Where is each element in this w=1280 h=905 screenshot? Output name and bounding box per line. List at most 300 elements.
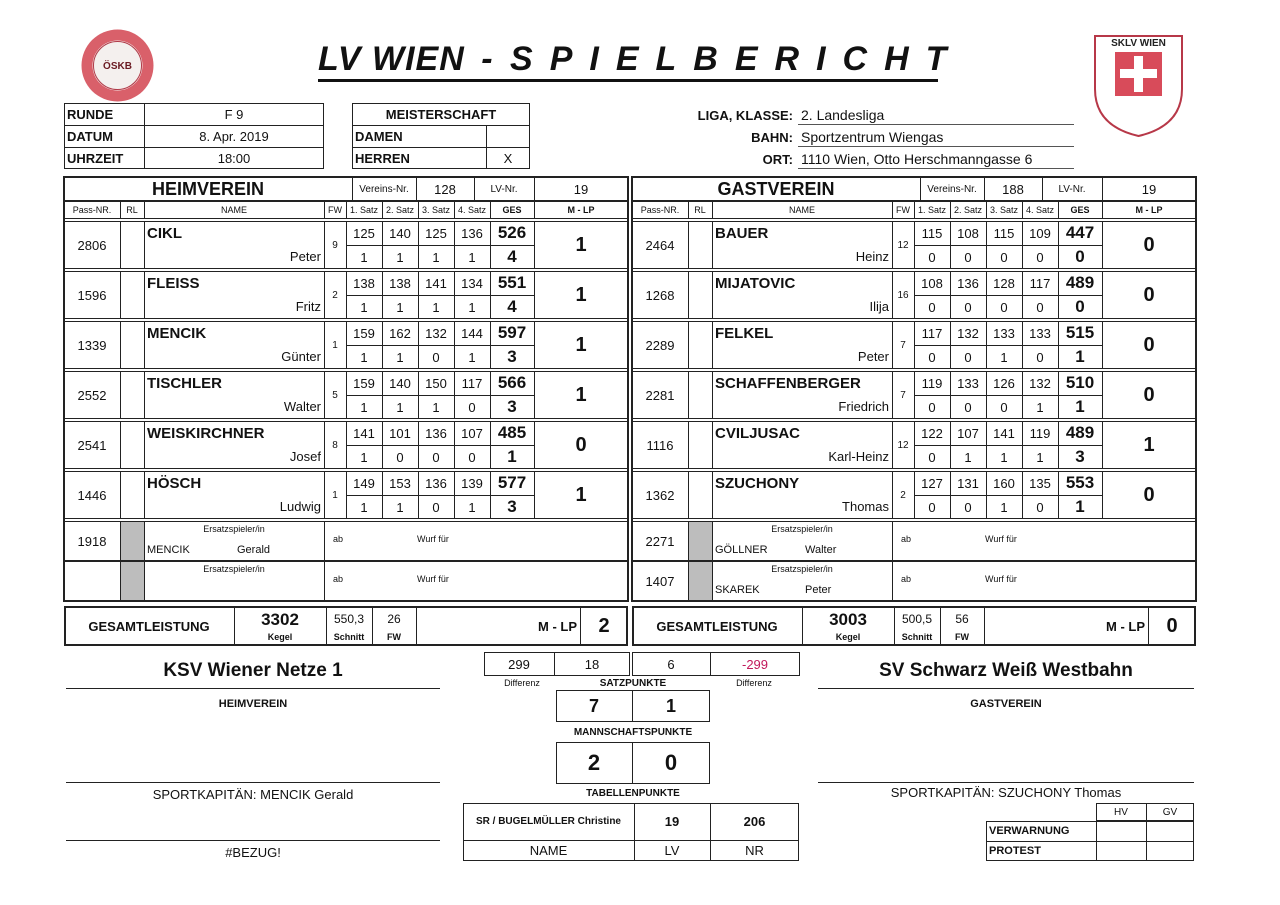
home-player-mlp: 1 [575,233,587,256]
guest-player-setpoints-total: 3 [1075,447,1085,466]
guest-player-set-1: 117 [921,325,943,341]
guest-player-setpoint-3: 0 [1000,249,1008,265]
home-kapitaen-name: MENCIK Gerald [260,786,354,802]
home-player-setpoint-1: 1 [360,249,368,265]
datum-value: 8. Apr. 2019 [199,128,269,144]
home-player-setpoint-1: 1 [360,499,368,515]
gv-label: GV [1162,806,1178,818]
guest-player-total: 510 [1065,373,1095,392]
guest-player-setpoint-4: 0 [1036,499,1044,515]
herren-value: X [503,150,513,166]
oeskb-logo-text: ÖSKB [103,60,132,72]
guest-player-total: 447 [1065,223,1095,242]
guest-player-setpoint-2: 0 [964,499,972,515]
guest-player-set-3: 126 [993,375,1015,391]
referee-name: SR / BUGELMÜLLER Christine [475,816,621,827]
home-colhead-s4: 4. Satz [457,205,486,215]
guest-player-mlp: 0 [1143,233,1155,256]
home-player-mlp: 1 [575,283,587,306]
referee-lv: 19 [664,814,680,829]
guest-team-name: SV Schwarz Weiß Westbahn [879,660,1133,681]
home-player-set-2: 101 [389,425,411,441]
protest-label: PROTEST [989,845,1041,857]
home-player-setpoints-total: 4 [507,247,517,266]
guest-sub-wurf: Wurf für [985,574,1017,584]
guest-player-setpoints-total: 0 [1075,247,1085,266]
guest-player-set-3: 141 [993,425,1015,441]
mannschaftspunkte-label: MANNSCHAFTSPUNKTE [573,726,693,738]
guest-player-pass: 1268 [645,287,675,303]
guest-player-setpoint-1: 0 [928,449,936,465]
guest-player-pass: 2289 [645,337,675,353]
home-player-fw: 2 [332,289,338,301]
guest-player-setpoints-total: 1 [1075,497,1085,516]
guest-player-fw: 7 [900,339,906,351]
home-player-setpoint-4: 0 [468,449,476,465]
guest-player-setpoint-4: 0 [1036,349,1044,365]
home-player-setpoint-2: 1 [396,249,404,265]
home-sub-wurf: Wurf für [417,534,449,544]
home-player-pass: 2806 [77,237,107,253]
home-player-setpoint-2: 1 [396,299,404,315]
sklv-wien-logo [1093,34,1184,138]
guest-player-set-4: 135 [1029,475,1051,491]
sklv-logo-text: SKLV WIEN [1111,37,1166,49]
home-player-set-3: 132 [425,325,447,341]
home-player-setpoint-4: 1 [468,499,476,515]
referee-name-label: NAME [529,843,568,858]
guest-sub-pass: 1407 [645,573,675,589]
home-player-pass: 1596 [77,287,107,303]
home-sub-pass: 1918 [77,533,107,549]
guest-player-pass: 2464 [645,237,675,253]
guest-team-label: GASTVEREIN [717,178,835,199]
guest-player-set-3: 133 [993,325,1015,341]
home-player-pass: 2541 [77,437,107,453]
home-player-setpoints-total: 3 [507,347,517,366]
guest-player-fw: 16 [897,289,909,301]
guest-sub-ab: ab [901,574,912,584]
home-player-fw: 1 [332,339,338,351]
guest-player-setpoints-total: 1 [1075,347,1085,366]
home-player-setpoint-3: 0 [432,499,440,515]
bahn-value: Sportzentrum Wiengas [801,129,944,145]
home-player-set-1: 125 [353,225,375,241]
home-player-setpoint-1: 1 [360,449,368,465]
oeskb-logo [80,28,155,103]
home-player-surname: CIKL [147,225,182,242]
guest-player-setpoints-total: 0 [1075,297,1085,316]
guest-total-kegel: 3003 [829,610,867,629]
guest-player-pass: 1362 [645,487,675,503]
home-frame [63,176,629,602]
guest-player-mlp: 0 [1143,333,1155,356]
home-player-set-2: 153 [389,475,411,491]
datum-label: DATUM [67,128,113,144]
home-player-set-1: 141 [353,425,375,441]
home-player-setpoint-4: 0 [468,399,476,415]
guest-player-firstname: Thomas [842,499,889,514]
home-player-setpoints-total: 1 [507,447,517,466]
home-player-mlp: 0 [575,433,587,456]
guest-player-setpoint-2: 0 [964,399,972,415]
title-left: LV WIEN [318,40,465,78]
home-player-setpoint-4: 1 [468,349,476,365]
home-player-set-3: 136 [425,475,447,491]
home-player-setpoints-total: 3 [507,497,517,516]
runde-value: F 9 [224,106,244,122]
home-player-surname: FLEISS [147,275,200,292]
home-sub-ab: ab [333,574,344,584]
guest-player-firstname: Karl-Heinz [828,449,889,464]
home-lv-label: LV-Nr. [490,183,518,195]
guest-player-set-2: 107 [957,425,979,441]
guest-sub-pass: 2271 [645,533,675,549]
guest-sub-ab: ab [901,534,912,544]
home-colhead-mlp: M - LP [567,205,595,215]
guest-colhead-rl: RL [694,205,706,215]
guest-player-fw: 2 [900,489,906,501]
home-sub-label: Ersatzspieler/in [203,524,265,534]
guest-player-fw: 7 [900,389,906,401]
guest-player-surname: SCHAFFENBERGER [715,375,861,392]
ort-value: 1110 Wien, Otto Herschmanngasse 6 [801,151,1033,167]
home-kapitaen [66,786,440,802]
home-player-set-4: 107 [461,425,483,441]
guest-player-setpoint-1: 0 [928,349,936,365]
guest-kapitaen-label: SPORTKAPITÄN: [890,784,995,800]
satzpunkte-label: SATZPUNKTE [599,677,667,689]
home-player-setpoint-4: 1 [468,299,476,315]
home-player-set-3: 141 [425,275,447,291]
guest-total-fw: 56 [955,612,969,626]
home-player-firstname: Walter [283,399,321,414]
guest-differenz: -299 [741,656,769,672]
guest-player-setpoint-4: 0 [1036,299,1044,315]
home-player-total: 597 [497,323,527,342]
home-vereins-nr: 128 [434,181,456,197]
guest-player-surname: BAUER [715,225,769,242]
guest-player-setpoint-1: 0 [928,299,936,315]
home-player-total: 526 [497,223,527,242]
guest-player-mlp: 0 [1143,483,1155,506]
guest-player-setpoint-3: 0 [1000,399,1008,415]
ort-label: ORT: [762,151,793,167]
home-colhead-s2: 2. Satz [385,205,414,215]
guest-player-setpoint-2: 0 [964,349,972,365]
home-player-surname: TISCHLER [147,375,222,392]
guest-colhead-s3: 3. Satz [989,205,1018,215]
page-title [318,40,963,79]
guest-player-set-2: 108 [957,225,979,241]
guest-sub-firstname: Walter [805,544,837,556]
guest-player-fw: 12 [897,239,909,251]
home-player-total: 566 [497,373,527,392]
home-colhead-s1: 1. Satz [349,205,378,215]
guest-player-pass: 2281 [645,387,675,403]
home-player-setpoint-1: 1 [360,299,368,315]
guest-player-setpoint-3: 1 [1000,349,1008,365]
guest-player-total: 489 [1065,423,1095,442]
guest-differenz-label: Differenz [736,678,772,688]
guest-player-set-4: 133 [1029,325,1051,341]
guest-total-mlp-label: M - LP [1106,618,1145,634]
guest-player-set-2: 132 [957,325,979,341]
guest-player-pass: 1116 [646,437,674,453]
home-player-mlp: 1 [575,483,587,506]
home-player-surname: HÖSCH [147,475,202,492]
hv-label: HV [1114,806,1128,818]
home-player-mlp: 1 [575,383,587,406]
guest-colhead-ges: GES [1070,205,1090,215]
guest-colhead-name: NAME [788,205,815,215]
guest-sub-surname: SKAREK [715,584,760,596]
guest-total-schnitt: 500,5 [901,612,933,626]
home-player-surname: MENCIK [147,325,207,342]
home-player-set-2: 140 [389,375,411,391]
guest-vereins-label: Vereins-Nr. [927,183,977,195]
uhrzeit-label: UHRZEIT [67,150,124,166]
home-player-setpoint-3: 0 [432,349,440,365]
guest-player-setpoint-3: 0 [1000,299,1008,315]
verwarnung-label: VERWARNUNG [989,825,1070,837]
guest-player-setpoint-2: 1 [964,449,972,465]
home-satzpunkte: 18 [584,656,600,672]
home-player-set-4: 139 [461,475,483,491]
home-player-total: 551 [497,273,527,292]
tabellenpunkte-label: TABELLENPUNKTE [586,787,680,799]
guest-lv-nr: 19 [1141,181,1157,197]
guest-sub-surname: GÖLLNER [715,544,768,556]
guest-vereins-nr: 188 [1002,181,1024,197]
home-player-firstname: Josef [289,449,321,464]
guest-player-set-4: 132 [1029,375,1051,391]
home-player-set-1: 159 [353,325,375,341]
home-player-setpoints-total: 4 [507,297,517,316]
uhrzeit-value: 18:00 [217,150,251,166]
home-player-setpoint-3: 1 [432,299,440,315]
home-player-setpoint-1: 1 [360,399,368,415]
home-player-set-4: 134 [461,275,483,291]
guest-colhead-s2: 2. Satz [953,205,982,215]
guest-player-total: 553 [1065,473,1095,492]
home-total-schnitt-label: Schnitt [333,632,365,642]
referee-nr: 206 [743,814,766,829]
guest-player-firstname: Peter [857,349,889,364]
guest-frame [631,176,1197,602]
home-player-setpoint-2: 1 [396,349,404,365]
home-player-setpoint-4: 1 [468,249,476,265]
guest-player-setpoint-2: 0 [964,249,972,265]
home-sub-surname: MENCIK [147,544,190,556]
liga-value: 2. Landesliga [801,107,885,123]
home-total-kegel-label: Kegel [267,632,293,642]
guest-verein-label: GASTVEREIN [970,698,1042,710]
title-right: SPIELBERICHT [510,40,964,78]
home-player-set-1: 159 [353,375,375,391]
home-differenz-label: Differenz [504,678,540,688]
runde-label: RUNDE [67,106,114,122]
home-colhead-name: NAME [220,205,247,215]
guest-player-mlp: 0 [1143,283,1155,306]
guest-colhead-mlp: M - LP [1135,205,1163,215]
guest-player-surname: CVILJUSAC [715,425,801,442]
guest-player-set-3: 115 [993,225,1015,241]
home-player-setpoint-2: 1 [396,499,404,515]
guest-kapitaen-name: SZUCHONY Thomas [998,784,1122,800]
home-player-fw: 5 [332,389,338,401]
guest-player-setpoints-total: 1 [1075,397,1085,416]
home-team-name: KSV Wiener Netze 1 [163,660,343,681]
guest-player-setpoint-3: 1 [1000,499,1008,515]
home-player-surname: WEISKIRCHNER [147,425,265,442]
liga-label: LIGA, KLASSE: [697,107,793,123]
guest-player-total: 489 [1065,273,1095,292]
guest-player-set-2: 133 [957,375,979,391]
home-colhead-s3: 3. Satz [421,205,450,215]
guest-player-set-3: 128 [993,275,1015,291]
home-total-mlp-label: M - LP [538,618,577,634]
guest-player-set-1: 127 [921,475,943,491]
title-dash: - [481,40,494,78]
home-player-setpoints-total: 3 [507,397,517,416]
guest-colhead-s4: 4. Satz [1025,205,1054,215]
guest-player-firstname: Friedrich [838,399,889,414]
guest-player-set-4: 117 [1029,275,1051,291]
damen-value [486,125,530,147]
home-colhead-ges: GES [502,205,522,215]
guest-total-schnitt-label: Schnitt [901,632,933,642]
herren-label: HERREN [355,150,410,166]
home-player-pass: 1446 [77,487,107,503]
guest-player-set-1: 115 [921,225,943,241]
guest-player-mlp: 1 [1143,433,1155,456]
home-verein-label: HEIMVEREIN [218,698,288,710]
guest-total-label: GESAMTLEISTUNG [656,618,778,634]
home-player-setpoint-2: 0 [396,449,404,465]
guest-colhead-fw: FW [896,205,910,215]
home-sub-wurf: Wurf für [417,574,449,584]
home-sub-label: Ersatzspieler/in [203,564,265,574]
guest-total-mlp: 0 [1166,614,1178,637]
home-mannschaftspunkte: 7 [588,695,599,716]
home-colhead-pass: Pass-NR. [72,205,112,215]
guest-player-set-4: 109 [1029,225,1051,241]
home-player-set-4: 136 [461,225,483,241]
home-player-fw: 8 [332,439,338,451]
home-total-label: GESAMTLEISTUNG [88,618,210,634]
home-vereins-label: Vereins-Nr. [359,183,409,195]
guest-player-set-1: 108 [921,275,943,291]
home-player-firstname: Günter [281,349,321,364]
home-player-setpoint-3: 1 [432,249,440,265]
guest-player-surname: FELKEL [715,325,774,342]
guest-sub-firstname: Peter [805,584,832,596]
home-total-schnitt: 550,3 [333,612,365,626]
home-player-firstname: Ludwig [279,499,321,514]
guest-player-total: 515 [1065,323,1095,342]
home-player-firstname: Peter [289,249,321,264]
guest-player-set-2: 136 [957,275,979,291]
guest-player-setpoint-1: 0 [928,249,936,265]
guest-player-set-1: 119 [921,375,943,391]
guest-sub-label: Ersatzspieler/in [771,524,833,534]
guest-player-set-2: 131 [957,475,979,491]
guest-tabellenpunkte: 0 [664,750,678,775]
home-player-fw: 1 [332,489,338,501]
home-player-set-4: 144 [461,325,483,341]
home-player-set-2: 138 [389,275,411,291]
home-player-total: 577 [497,473,527,492]
guest-sub-wurf: Wurf für [985,534,1017,544]
guest-player-setpoint-2: 0 [964,299,972,315]
guest-total-fw-label: FW [955,632,969,642]
guest-player-fw: 12 [897,439,909,451]
home-sub-ab: ab [333,534,344,544]
guest-colhead-pass: Pass-NR. [640,205,680,215]
meisterschaft-label: MEISTERSCHAFT [385,106,497,122]
home-sub-firstname: Gerald [237,544,271,556]
guest-player-set-3: 160 [993,475,1015,491]
home-total-fw: 26 [387,612,401,626]
home-team-label: HEIMVEREIN [151,178,265,199]
guest-player-firstname: Heinz [855,249,889,264]
home-total-mlp: 2 [598,614,610,637]
guest-player-setpoint-4: 0 [1036,249,1044,265]
home-player-set-2: 140 [389,225,411,241]
home-tabellenpunkte: 2 [587,750,601,775]
bahn-label: BAHN: [751,129,793,145]
home-player-set-3: 125 [425,225,447,241]
home-player-mlp: 1 [575,333,587,356]
guest-satzpunkte: 6 [667,656,675,672]
guest-mannschaftspunkte: 1 [665,695,676,716]
guest-lv-label: LV-Nr. [1058,183,1086,195]
home-total-fw-label: FW [387,632,401,642]
guest-player-set-1: 122 [921,425,943,441]
guest-sub-label: Ersatzspieler/in [771,564,833,574]
guest-player-surname: SZUCHONY [715,475,800,492]
home-player-pass: 2552 [77,387,107,403]
guest-player-setpoint-1: 0 [928,399,936,415]
damen-label: DAMEN [355,128,403,144]
guest-kapitaen [818,784,1194,800]
bezug-value: #BEZUG! [225,844,281,860]
guest-player-setpoint-1: 0 [928,499,936,515]
home-colhead-rl: RL [126,205,138,215]
title-underline [318,79,938,82]
guest-player-set-4: 119 [1029,425,1051,441]
home-player-setpoint-1: 1 [360,349,368,365]
home-player-setpoint-3: 0 [432,449,440,465]
referee-lv-label: LV [664,843,680,858]
home-player-set-4: 117 [461,375,483,391]
referee-nr-label: NR [745,843,764,858]
home-lv-nr: 19 [573,181,589,197]
guest-player-setpoint-4: 1 [1036,449,1044,465]
guest-player-setpoint-3: 1 [1000,449,1008,465]
home-player-set-2: 162 [389,325,411,341]
home-player-firstname: Fritz [295,299,321,314]
guest-total-kegel-label: Kegel [835,632,861,642]
home-player-set-3: 150 [425,375,447,391]
home-player-set-3: 136 [425,425,447,441]
home-player-setpoint-3: 1 [432,399,440,415]
home-player-set-1: 138 [353,275,375,291]
guest-player-mlp: 0 [1143,383,1155,406]
home-player-pass: 1339 [77,337,107,353]
home-player-total: 485 [497,423,527,442]
